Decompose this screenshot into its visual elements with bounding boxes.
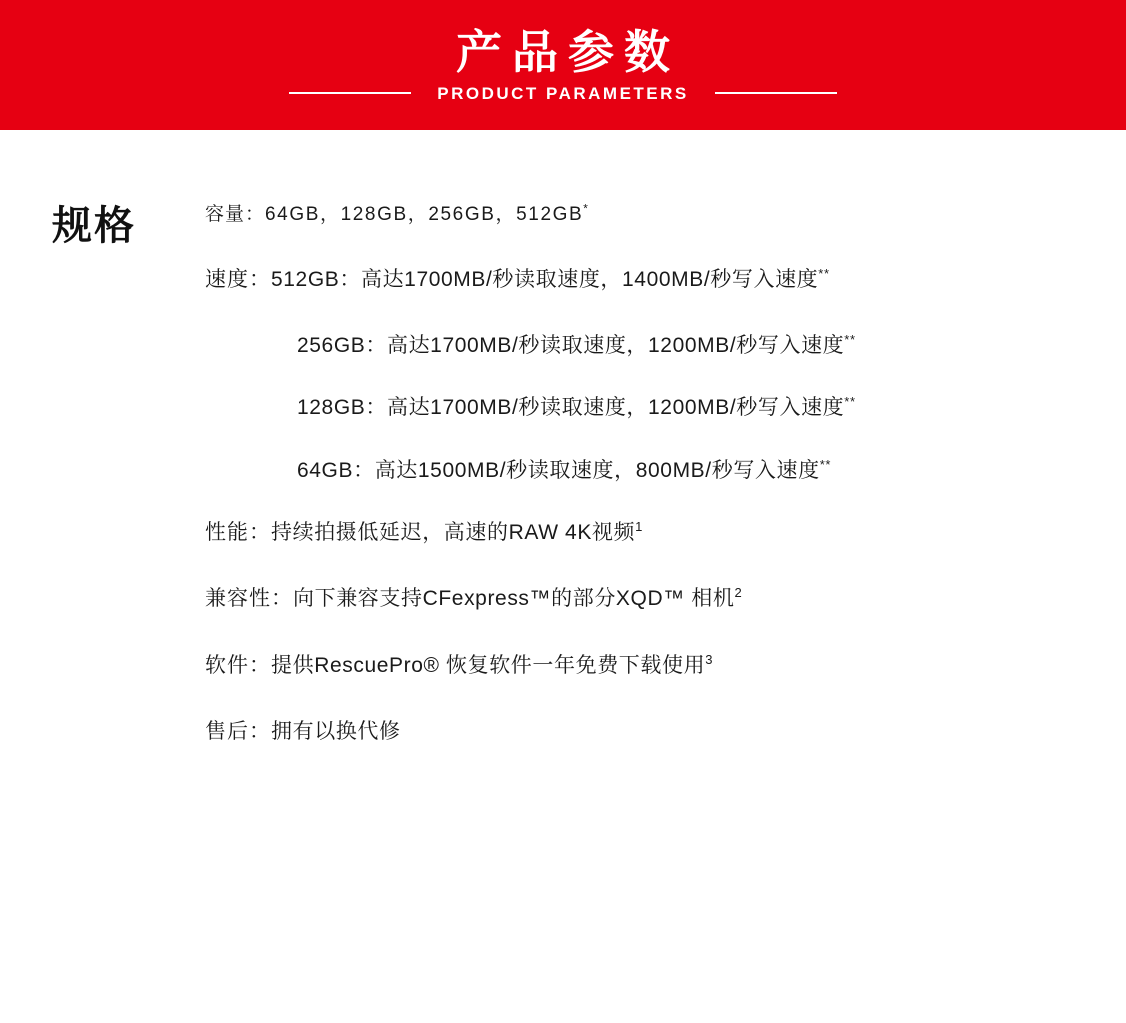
spec-row-value: 提供RescuePro® 恢复软件一年免费下载使用 <box>271 653 706 677</box>
spec-row-label: 售后： <box>205 720 271 744</box>
spec-row-value: 64GB：高达1500MB/秒读取速度，800MB/秒写入速度 <box>297 458 820 482</box>
banner-rule-right <box>715 92 837 94</box>
spec-row <box>205 202 1126 228</box>
spec-row <box>205 394 1126 422</box>
spec-row-footnote: 3 <box>705 651 714 667</box>
spec-row-footnote: 1 <box>635 519 643 535</box>
spec-row-value: 64GB，128GB，256GB，512GB <box>265 204 584 225</box>
spec-row-footnote: 2 <box>734 585 743 601</box>
spec-row-value: 持续拍摄低延迟，高速的RAW 4K视频 <box>271 521 636 545</box>
spec-row-label: 兼容性： <box>205 587 293 611</box>
spec-row <box>205 585 1126 613</box>
banner-content <box>0 0 1126 130</box>
spec-row <box>205 332 1126 360</box>
spec-row-value: 128GB：高达1700MB/秒读取速度，1200MB/秒写入速度 <box>297 396 845 420</box>
banner-subtitle: PRODUCT PARAMETERS <box>437 83 689 103</box>
spec-row <box>205 519 1126 547</box>
spec-row-value: 512GB：高达1700MB/秒读取速度，1400MB/秒写入速度 <box>271 267 819 291</box>
spec-row-footnote: ** <box>844 331 856 347</box>
banner-subtitle-row <box>289 85 837 102</box>
banner-title: 产品参数 <box>456 25 680 78</box>
specifications-list <box>0 130 1126 746</box>
spec-row-footnote: * <box>583 202 590 216</box>
spec-row <box>205 266 1126 294</box>
spec-row-value: 拥有以换代修 <box>271 720 401 744</box>
spec-row-label: 性能： <box>205 521 271 545</box>
spec-row-footnote: ** <box>844 394 856 410</box>
spec-row <box>205 652 1126 680</box>
spec-row-label: 速度： <box>205 267 271 291</box>
spec-row-value: 向下兼容支持CFexpress™的部分XQD™ 相机 <box>293 587 735 611</box>
spec-row-footnote: ** <box>818 265 830 281</box>
spec-row-value: 256GB：高达1700MB/秒读取速度，1200MB/秒写入速度 <box>297 333 845 357</box>
spec-row-label: 软件： <box>205 653 271 677</box>
spec-row <box>205 718 1126 746</box>
spec-row <box>205 457 1126 485</box>
spec-row-footnote: ** <box>819 456 832 472</box>
specifications-heading: 规格 <box>52 204 136 248</box>
product-parameters-banner <box>0 0 1126 130</box>
specifications-section <box>0 130 1126 746</box>
spec-row-label: 容量： <box>205 204 266 225</box>
banner-rule-left <box>289 92 411 94</box>
